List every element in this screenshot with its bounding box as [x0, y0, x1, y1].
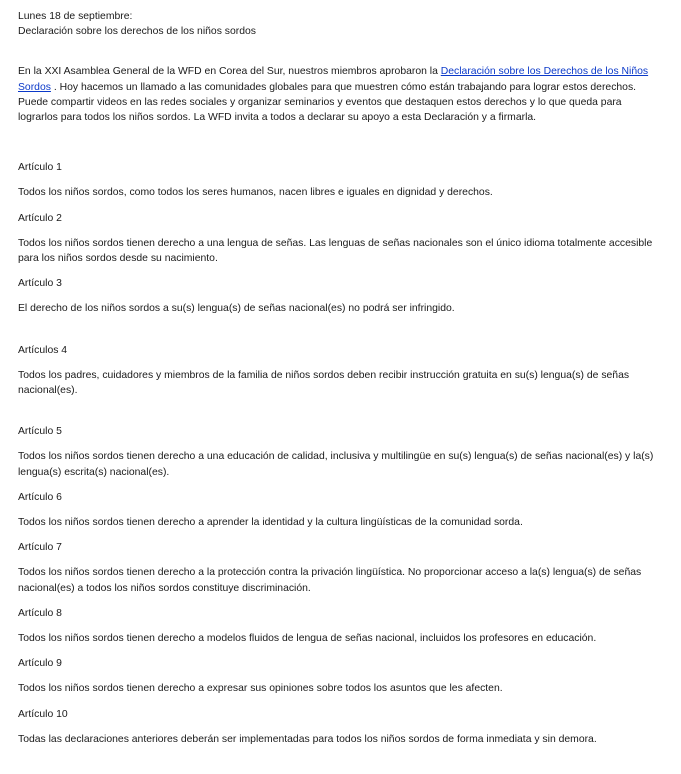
date-line: Lunes 18 de septiembre:: [18, 11, 133, 22]
article-text: Todos los niños sordos tienen derecho a expresar sus opiniones sobre todos los asuntos que les afecten.: [18, 683, 503, 695]
article-text: Todos los niños sordos tienen derecho a una educación de calidad, inclusiva y multilingüe en su(s) lengua(s) de señas nacional(es) y la(s) lengua(s) escrita(s) nacional(es).: [18, 451, 654, 478]
intro-text-start: En la XXI Asamblea General de la WFD en Corea del Sur, nuestros miembros aprobaron la: [18, 66, 441, 78]
declaration-link[interactable]: Declaración sobre los Derechos de los Niños Sordos: [18, 66, 649, 93]
article-heading: Artículo 5: [18, 426, 62, 438]
article-heading: Artículo 1: [18, 162, 62, 174]
intro-paragraph: [18, 64, 663, 125]
document-title: Declaración sobre los derechos de los niños sordos: [18, 26, 256, 38]
intro-text-end: . Hoy hacemos un llamado a las comunidades globales para que muestren cómo están trabajando para lograr estos derechos. Puede compartir videos en las redes sociales y organizar seminarios y eventos que destaquen estos derechos y lo que queda para lograrlos para todos los niños sordos. La WFD invita a todos a declarar su apoyo a esta Declaración y a firmarla.: [18, 81, 637, 124]
article-text: El derecho de los niños sordos a su(s) lengua(s) de señas nacional(es) no podrá ser infringido.: [18, 303, 455, 315]
article-text: Todos los niños sordos tienen derecho a modelos fluidos de lengua de señas nacional, incluidos los profesores en educación.: [18, 633, 597, 645]
article-heading: Artículo 6: [18, 491, 62, 503]
document-body: [18, 9, 663, 747]
article-text: Todas las declaraciones anteriores deberán ser implementadas para todos los niños sordos de forma inmediata y sin demora.: [18, 733, 597, 745]
article-heading: Artículo 7: [18, 542, 62, 554]
article-text: Todos los niños sordos tienen derecho a una lengua de señas. Las lenguas de señas nacionales son el único idioma totalmente accesible para los niños sordos desde su nacimiento.: [18, 237, 653, 265]
article-heading: Artículo 3: [18, 278, 62, 290]
article-heading: Artículo 2: [18, 212, 62, 224]
article-heading: Artículo 10: [18, 708, 68, 720]
article-text: Todos los niños sordos, como todos los seres humanos, nacen libres e iguales en dignidad y derechos.: [18, 187, 493, 199]
article-text: Todos los niños sordos tienen derecho a aprender la identidad y la cultura lingüísticas de la comunidad sorda.: [18, 517, 523, 529]
article-text: Todos los niños sordos tienen derecho a la protección contra la privación lingüística. No proporcionar acceso a la(s) lengua(s) de señas nacional(es) a todos los niños sordos constituye discriminación.: [18, 567, 642, 594]
article-heading: Artículos 4: [18, 344, 68, 356]
article-text: Todos los padres, cuidadores y miembros de la familia de niños sordos deben recibir instrucción gratuita en su(s) lengua(s) de señas nacional(es).: [18, 369, 630, 397]
article-heading: Artículo 8: [18, 607, 62, 619]
article-heading: Artículo 9: [18, 658, 62, 670]
